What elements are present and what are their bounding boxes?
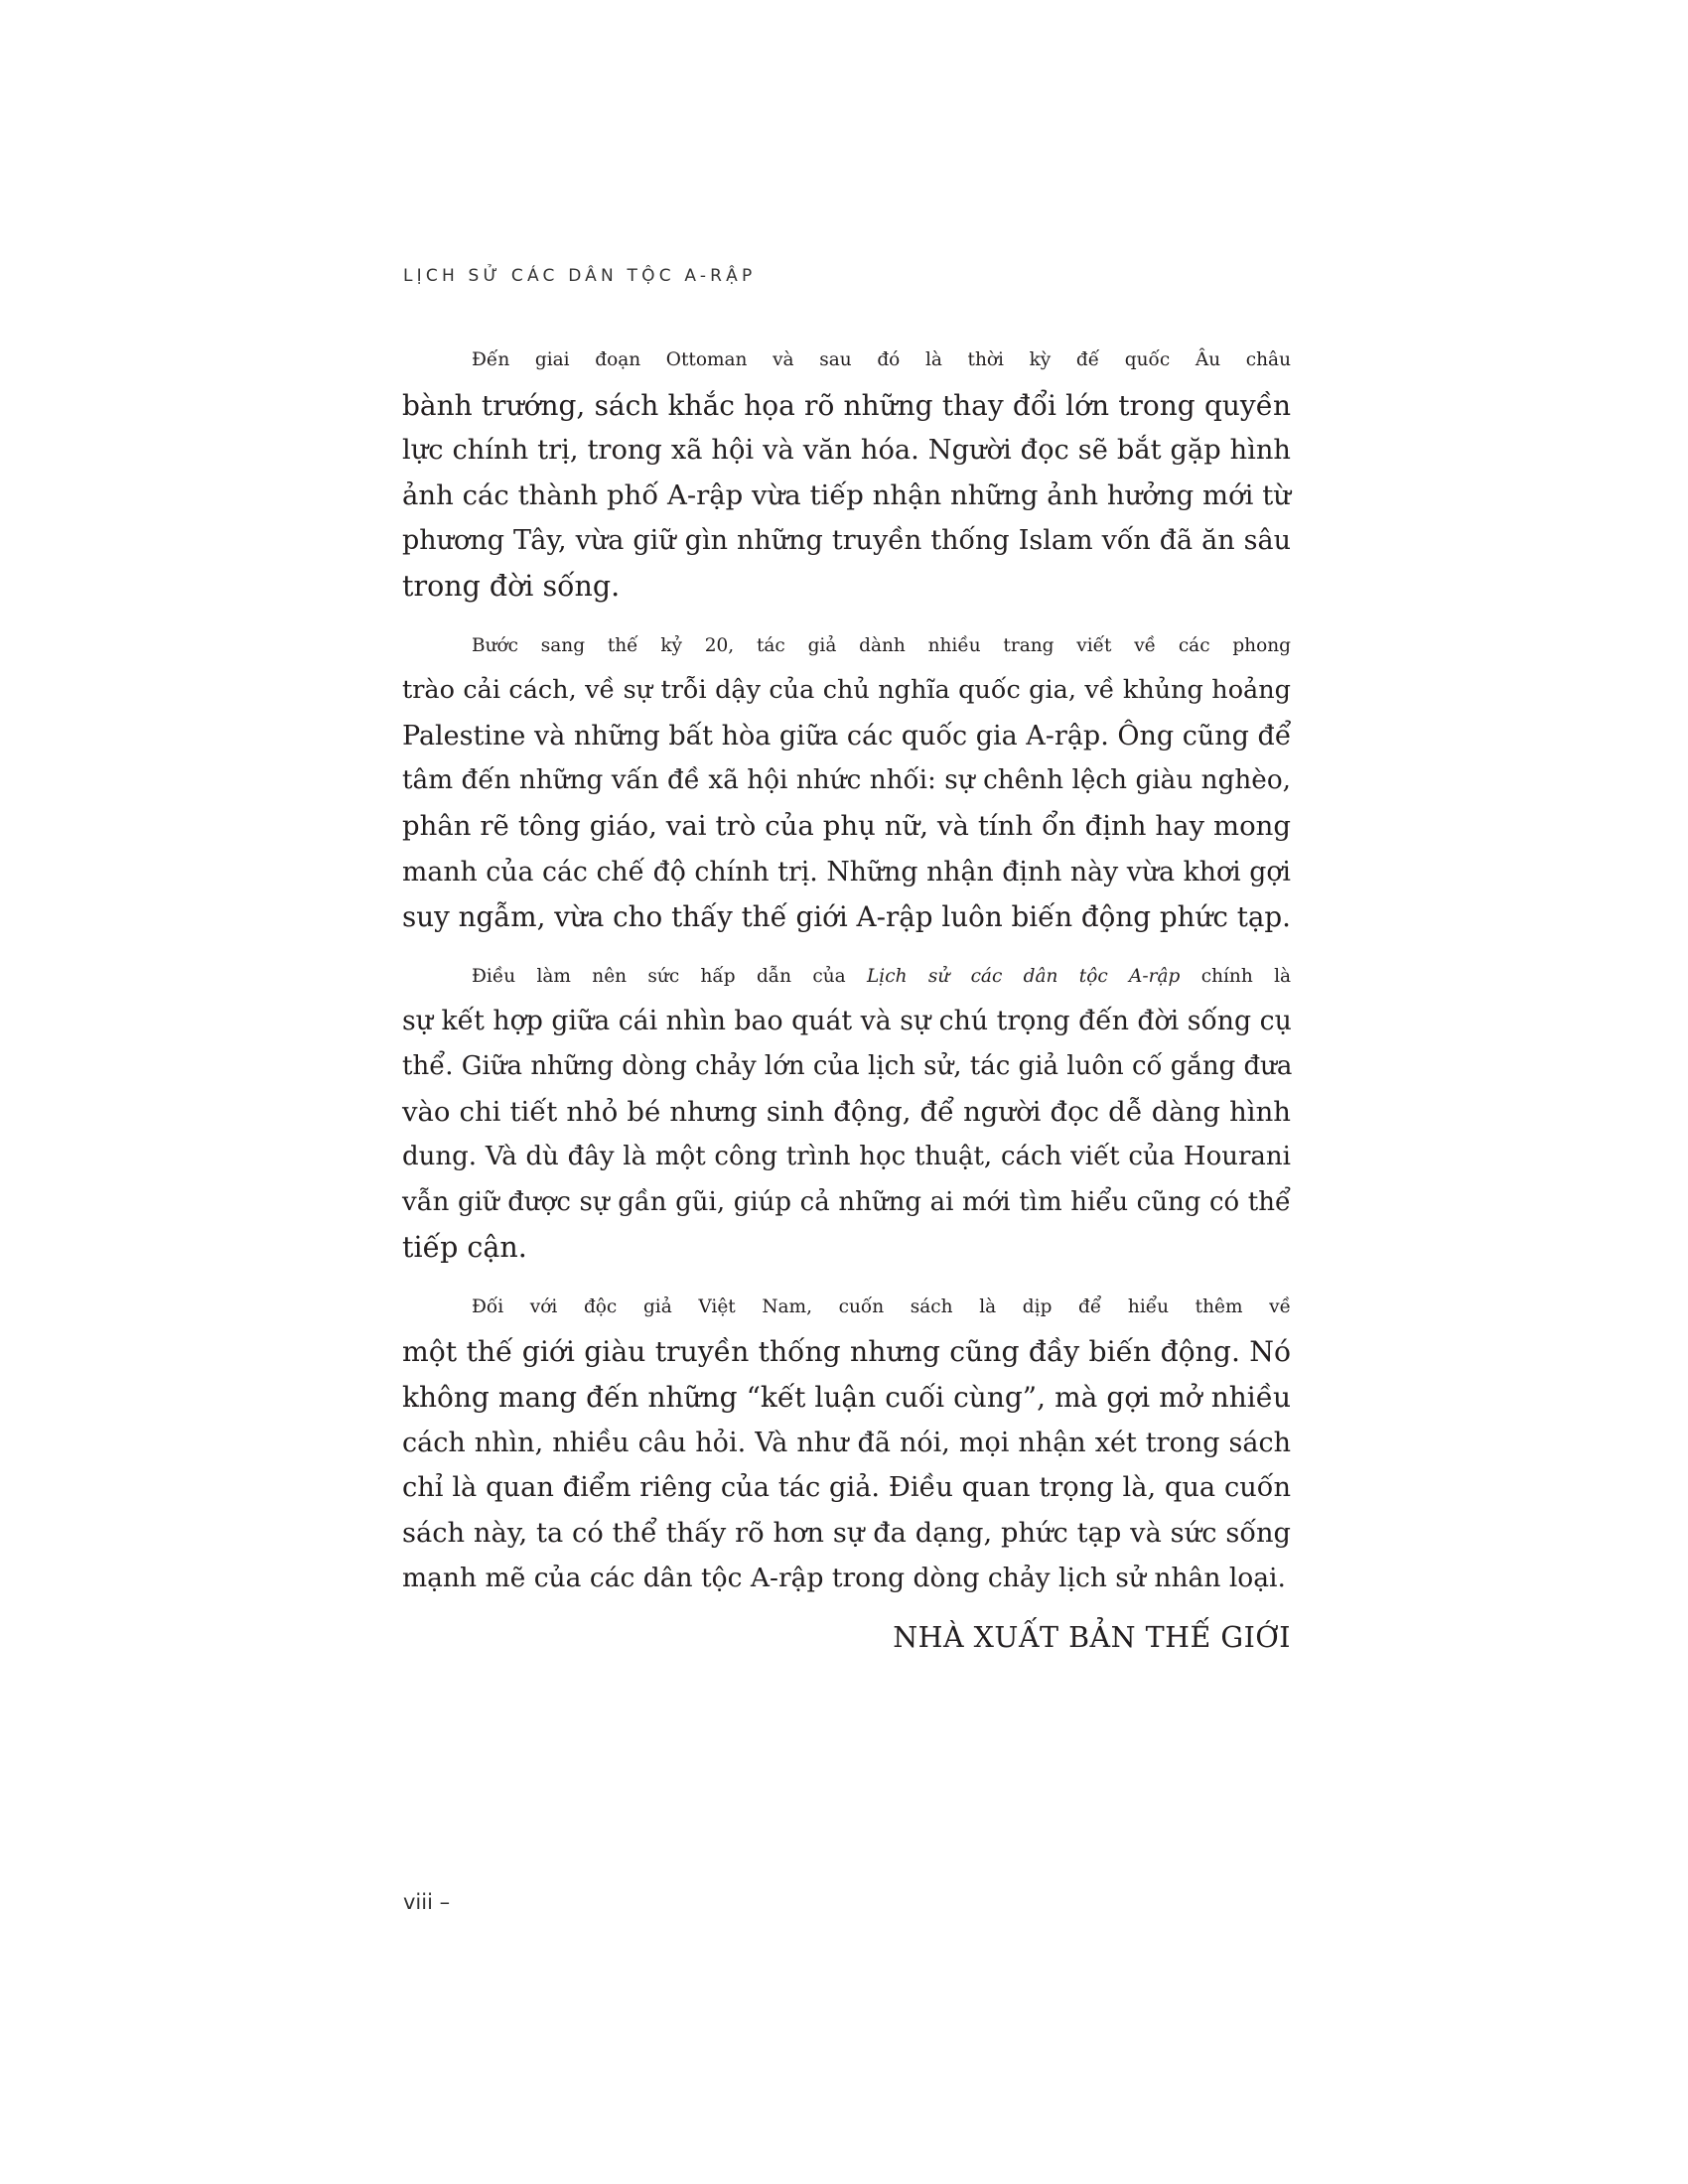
text-line: sách này, ta có thể thấy rõ hơn sự đa dạng, phức tạp và sức sống bbox=[402, 1517, 1291, 1549]
text-line: Đến giai đoạn Ottoman và sau đó là thời kỳ đế quốc Âu châu bbox=[472, 349, 1291, 370]
text-line: cách nhìn, nhiều câu hỏi. Và như đã nói, mọi nhận xét trong sách bbox=[402, 1427, 1291, 1458]
text-line: mạnh mẽ của các dân tộc A-rập trong dòng chảy lịch sử nhân loại. bbox=[402, 1563, 1286, 1594]
text-line: bành trướng, sách khắc họa rõ những thay đổi lớn trong quyền bbox=[402, 388, 1291, 422]
text-line: suy ngẫm, vừa cho thấy thế giới A-rập luôn biến động phức tạp. bbox=[402, 900, 1291, 934]
paragraph-1 bbox=[402, 338, 1291, 610]
text-line: trào cải cách, về sự trỗi dậy của chủ nghĩa quốc gia, về khủng hoảng bbox=[402, 675, 1291, 706]
body-text bbox=[402, 338, 1291, 1661]
text-line: thể. Giữa những dòng chảy lớn của lịch sử, tác giả luôn cố gắng đưa bbox=[402, 1050, 1293, 1081]
text-run: chính là bbox=[1180, 965, 1292, 987]
text-line: dung. Và dù đây là một công trình học thuật, cách viết của Hourani bbox=[402, 1142, 1291, 1172]
text-line: vẫn giữ được sự gần gũi, giúp cả những ai mới tìm hiểu cũng có thể bbox=[402, 1186, 1291, 1217]
text-line: lực chính trị, trong xã hội và văn hóa. Người đọc sẽ bắt gặp hình bbox=[402, 435, 1291, 467]
paragraph-4 bbox=[402, 1285, 1291, 1601]
text-line: manh của các chế độ chính trị. Những nhận định này vừa khơi gợi bbox=[402, 856, 1291, 887]
text-line: một thế giới giàu truyền thống nhưng cũng đầy biến động. Nó bbox=[402, 1335, 1291, 1369]
text-line bbox=[402, 954, 1291, 1000]
text-line: tiếp cận. bbox=[402, 1231, 527, 1265]
text-line: Đối với độc giả Việt Nam, cuốn sách là dịp để hiểu thêm về bbox=[472, 1296, 1291, 1317]
publisher-signature: NHÀ XUẤT BẢN THẾ GIỚI bbox=[893, 1621, 1291, 1655]
text-line: Bước sang thế kỷ 20, tác giả dành nhiều trang viết về các phong bbox=[472, 634, 1291, 656]
running-head: LỊCH SỬ CÁC DÂN TỘC A-RẬP bbox=[403, 266, 757, 286]
text-run: Điều làm nên sức hấp dẫn của bbox=[472, 965, 868, 987]
text-line: vào chi tiết nhỏ bé nhưng sinh động, để người đọc dễ dàng hình bbox=[402, 1095, 1291, 1128]
text-line: sự kết hợp giữa cái nhìn bao quát và sự chú trọng đến đời sống cụ bbox=[402, 1006, 1292, 1037]
text-line: phân rẽ tông giáo, vai trò của phụ nữ, và tính ổn định hay mong bbox=[402, 809, 1291, 842]
text-line: không mang đến những “kết luận cuối cùng”, mà gợi mở nhiều bbox=[402, 1381, 1291, 1415]
paragraph-3 bbox=[402, 954, 1291, 1271]
paragraph-2 bbox=[402, 623, 1291, 940]
text-line: ảnh các thành phố A-rập vừa tiếp nhận những ảnh hưởng mới từ bbox=[402, 478, 1291, 511]
text-line: tâm đến những vấn đề xã hội nhức nhối: sự chênh lệch giàu nghèo, bbox=[402, 765, 1291, 796]
text-line: phương Tây, vừa giữ gìn những truyền thống Islam vốn đã ăn sâu bbox=[402, 525, 1291, 557]
text-line: trong đời sống. bbox=[402, 569, 621, 603]
page-number: viii – bbox=[403, 1890, 451, 1914]
book-title: Lịch sử các dân tộc A-rập bbox=[867, 965, 1181, 987]
text-line: Palestine và những bất hòa giữa các quốc gia A-rập. Ông cũng để bbox=[402, 720, 1292, 751]
text-line: chỉ là quan điểm riêng của tác giả. Điều quan trọng là, qua cuốn bbox=[402, 1472, 1291, 1504]
